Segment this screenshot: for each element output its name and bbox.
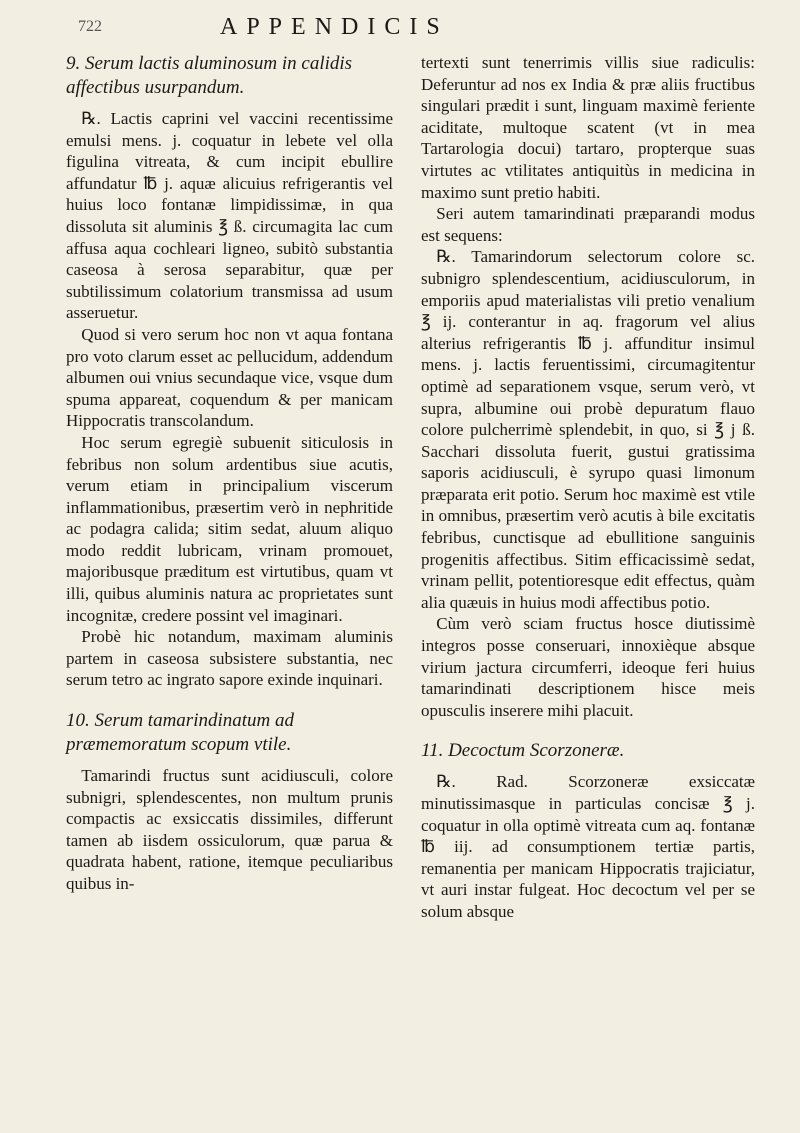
paragraph: ℞. Lactis caprini vel vaccini recentissime emulsi mens. j. coquatur in lebete vel olla figulina vitreata, & cum incipit ebullire affundatur ℔ j. aquæ alicuius refrigerantis vel huius loco fontanæ limpidissimæ, in qua dissoluta sit aluminis ℥ ß. circumagita lac cum affusa aqua cochleari ligneo, subitò substantia caseosa à serosa separabitur, quæ per subtilissimum colatorium transmissa ad usum asseruetur. <box>66 109 393 323</box>
paragraph: ℞. Rad. Scorzoneræ exsiccatæ minutissimasque in particulas concisæ ℥ j. coquatur in olla optimè vitreata cum aq. fontanæ ℔ iij. ad consumptionem tertiæ partis, remanentia per manicam Hippocratis trajiciatur, vt auri instar fulgeat. Hoc decoctum vel per se solum absque <box>421 772 755 921</box>
left-column <box>66 52 393 895</box>
paragraph: Tamarindi fructus sunt acidiusculi, colore subnigri, splendescentes, non multum prunis compactis ac exsiccatis dissimiles, differunt tamen ab iisdem ossiculorum, quæ parua & quadrata habent, ratione, itemque peculiaribus quibus in- <box>66 766 393 893</box>
page-number: 722 <box>78 18 102 35</box>
running-head: APPENDICIS <box>220 14 449 40</box>
paragraph: Hoc serum egregiè subuenit siticulosis in febribus non solum ardentibus siue acutis, verum etiam in principalium viscerum inflammationibus, præsertim verò in nephritide ac podagra calida; sitim sedat, aluum aliquo modo reddit lubricam, vrinam promouet, majoribusque præditum est virtutibus, quam vt illi, quibus aluminis natura ac proprietates sunt incognitæ, credere possint vel imaginari. <box>66 432 393 625</box>
paragraph: Cùm verò sciam fructus hosce diutissimè integros posse conseruari, innoxièque absque virium jactura circumferri, ideoque feri huius tamarindinati descriptionem hisce meis opusculis inserere mihi placuit. <box>421 614 755 720</box>
section-heading-10: 10. Serum tamarindinatum ad præmemoratum scopum vtile. <box>66 710 294 756</box>
paragraph: Probè hic notandum, maximam aluminis partem in caseosa subsistere substantia, nec serum tetro ac ingrato sapore exinde inquinari. <box>66 627 393 690</box>
page-header <box>0 10 800 46</box>
paragraph: Quod si vero serum hoc non vt aqua fontana pro voto clarum esset ac pellucidum, addendum albumen oui vnius secundaque vice, vsque dum spuma appareat, coquendum & per manicam Hippocratis transcolandum. <box>66 324 393 431</box>
right-column <box>421 52 755 923</box>
paragraph: tertexti sunt tenerrimis villis siue radiculis: Deferuntur ad nos ex India & præ aliis fructibus singulari prædit i sunt, linguam maximè feriente aciditate, multoque scatent (vt in mea Tartarologia docui) tartaro, propterque suas virtutes ac vtilitates antiquitùs in medicina in maximo sunt pretio habiti. <box>421 53 755 202</box>
section-heading-9: 9. Serum lactis aluminosum in calidis affectibus usurpandum. <box>66 53 353 98</box>
section-heading-11: 11. Decoctum Scorzoneræ. <box>421 740 625 762</box>
paragraph: ℞. Tamarindorum selectorum colore sc. subnigro splendescentium, acidiusculorum, in emporiis apud materialistas vili pretio venalium ℥ ij. conterantur in aq. fragorum vel alius alterius refrigerantis ℔ j. affunditur insimul mens. j. lactis feruentissimi, circumagitentur optimè ad separationem vsque, serum verò, vt supra, albumine oui probè depuratum flauo colore pulcherrimè splendebit, in quo, si ℥ j ß. Sacchari dissoluta fuerit, gustui gratissima saporis acidiusculi, è syrupo quasi limonum præparata erit potio. Serum hoc maximè est vtile in omnibus, præsertim verò acutis à bile excitatis febribus, cunctisque ad ebullitione sanguinis progenitis affectibus. Sitim efficacissimè sedat, vrinam pellit, potentioresque edit effectus, quàm alia quæuis in huius modi affectibus potio. <box>421 247 755 612</box>
paragraph: Seri autem tamarindinati præparandi modus est sequens: <box>421 204 755 245</box>
